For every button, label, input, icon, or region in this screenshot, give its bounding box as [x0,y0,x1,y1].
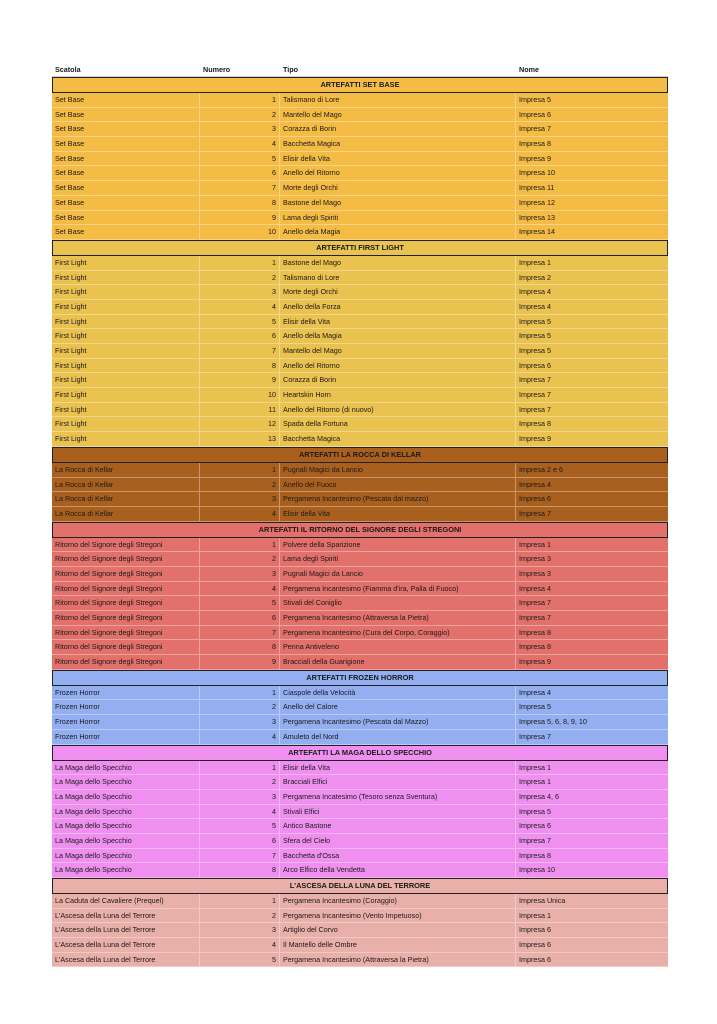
cell-type: Elisir della Vita [280,507,516,521]
cell-box: La Maga dello Specchio [52,790,200,804]
cell-name: Impresa 6 [519,109,551,119]
cell-number: 10 [200,225,280,239]
cell-box: First Light [52,359,200,373]
cell-name: Impresa 1 [519,910,551,920]
table-row [52,567,668,582]
table-row [52,166,668,181]
table-row [52,108,668,123]
cell-type: Elisir della Vita [280,152,516,166]
table-row [52,686,668,701]
cell-box: Set Base [52,122,200,136]
artifact-table [52,62,668,967]
cell-number: 2 [200,700,280,714]
table-row [52,271,668,286]
cell-name: Impresa 1 [519,777,551,787]
cell-name: Impresa 6 [519,954,551,964]
cell-box: La Maga dello Specchio [52,761,200,775]
cell-type: Bacchetta Magica [280,432,516,446]
cell-box: First Light [52,256,200,270]
cell-name: Impresa 13 [519,212,555,222]
cell-box: La Rocca di Kellar [52,478,200,492]
cell-box: First Light [52,300,200,314]
cell-number: 7 [200,181,280,195]
cell-box: La Maga dello Specchio [52,819,200,833]
cell-name: Impresa 6 [519,821,551,831]
cell-number: 9 [200,211,280,225]
cell-box: Ritorno del Signore degli Stregoni [52,552,200,566]
cell-type: Morte degli Orchi [280,285,516,299]
cell-number: 5 [200,953,280,967]
table-row [52,300,668,315]
cell-number: 9 [200,373,280,387]
cell-box: Ritorno del Signore degli Stregoni [52,626,200,640]
cell-type: Bastone del Mago [280,256,516,270]
cell-box: Ritorno del Signore degli Stregoni [52,655,200,669]
cell-name: Impresa 4 [519,583,551,593]
table-row [52,819,668,834]
section-title: ARTEFATTI LA ROCCA DI KELLAR [52,447,668,463]
cell-box: Ritorno del Signore degli Stregoni [52,567,200,581]
cell-box: First Light [52,403,200,417]
cell-name: Impresa 3 [519,554,551,564]
cell-number: 8 [200,863,280,877]
table-row [52,478,668,493]
cell-name: Impresa 6 [519,925,551,935]
cell-number: 2 [200,552,280,566]
table-row [52,344,668,359]
cell-name: Impresa 4, 6 [519,791,559,801]
table-row [52,359,668,374]
cell-name: Impresa 9 [519,657,551,667]
cell-number: 1 [200,686,280,700]
cell-number: 8 [200,640,280,654]
cell-name: Impresa 7 [519,390,551,400]
cell-box: First Light [52,271,200,285]
cell-box: First Light [52,285,200,299]
section-title: L'ASCESA DELLA LUNA DEL TERRORE [52,878,668,894]
cell-name: Impresa 11 [519,183,555,193]
cell-number: 3 [200,285,280,299]
cell-name: Impresa 2 [519,272,551,282]
cell-type: Bacchetta Magica [280,137,516,151]
cell-type: Mantello del Mago [280,344,516,358]
cell-box: Set Base [52,93,200,107]
cell-number: 5 [200,596,280,610]
cell-name: Impresa 9 [519,434,551,444]
cell-name: Impresa 5, 6, 8, 9, 10 [519,717,587,727]
table-row [52,181,668,196]
table-row [52,403,668,418]
table-row [52,122,668,137]
table-row [52,152,668,167]
cell-box: L'Ascesa della Luna del Terrore [52,909,200,923]
cell-name: Impresa 7 [519,598,551,608]
table-row [52,196,668,211]
cell-name: Impresa 1 [519,257,551,267]
cell-number: 5 [200,152,280,166]
cell-box: Frozen Horror [52,730,200,744]
cell-type: Artiglio del Corvo [280,923,516,937]
cell-box: Frozen Horror [52,715,200,729]
cell-name: Impresa 7 [519,375,551,385]
cell-number: 8 [200,359,280,373]
section-title: ARTEFATTI FROZEN HORROR [52,670,668,686]
cell-box: Ritorno del Signore degli Stregoni [52,640,200,654]
cell-type: Anello del Ritorno [280,166,516,180]
header-name: Nome [519,65,539,74]
cell-type: Corazza di Borin [280,373,516,387]
cell-number: 4 [200,507,280,521]
cell-name: Impresa 8 [519,850,551,860]
table-row [52,507,668,522]
cell-box: Set Base [52,181,200,195]
cell-box: L'Ascesa della Luna del Terrore [52,953,200,967]
table-row [52,463,668,478]
cell-box: First Light [52,315,200,329]
table-row [52,700,668,715]
cell-box: La Maga dello Specchio [52,775,200,789]
table-row [52,256,668,271]
cell-number: 1 [200,538,280,552]
cell-type: Pergamena Incantesimo (Fiamma d'ira, Palla di Fuoco) [280,582,516,596]
cell-type: Corazza di Borin [280,122,516,136]
cell-number: 7 [200,344,280,358]
table-row [52,432,668,447]
cell-number: 4 [200,938,280,952]
cell-box: La Maga dello Specchio [52,863,200,877]
cell-box: Ritorno del Signore degli Stregoni [52,582,200,596]
cell-type: Pergamena Incantesimo (Pescata dal Mazzo) [280,715,516,729]
cell-number: 6 [200,166,280,180]
table-row [52,492,668,507]
cell-type: Ciaspole della Velocità [280,686,516,700]
table-header [52,62,668,77]
cell-type: Bracciali Elfici [280,775,516,789]
cell-name: Impresa 8 [519,139,551,149]
cell-type: Stivali del Coniglio [280,596,516,610]
cell-box: L'Ascesa della Luna del Terrore [52,923,200,937]
table-row [52,790,668,805]
table-row [52,863,668,878]
cell-box: La Rocca di Kellar [52,507,200,521]
table-row [52,373,668,388]
cell-number: 12 [200,417,280,431]
cell-number: 1 [200,761,280,775]
table-row [52,655,668,670]
cell-box: Set Base [52,137,200,151]
cell-name: Impresa 6 [519,940,551,950]
table-row [52,894,668,909]
cell-box: Set Base [52,152,200,166]
cell-box: Ritorno del Signore degli Stregoni [52,611,200,625]
cell-type: Lama degli Spiriti [280,211,516,225]
cell-box: Set Base [52,196,200,210]
cell-name: Impresa 4 [519,479,551,489]
table-row [52,834,668,849]
table-row [52,611,668,626]
table-row [52,640,668,655]
cell-name: Impresa 1 [519,762,551,772]
cell-number: 2 [200,271,280,285]
table-row [52,953,668,968]
table-row [52,938,668,953]
cell-type: Anello della Forza [280,300,516,314]
cell-type: Pergamena Incantesimo (Vento Impetuoso) [280,909,516,923]
cell-box: La Caduta del Cavaliere (Prequel) [52,894,200,908]
section-title: ARTEFATTI SET BASE [52,77,668,93]
table-row [52,923,668,938]
cell-name: Impresa 5 [519,316,551,326]
table-row [52,596,668,611]
cell-type: Arco Elfico della Vendetta [280,863,516,877]
cell-name: Impresa 3 [519,568,551,578]
cell-number: 1 [200,463,280,477]
table-row [52,225,668,240]
cell-number: 4 [200,300,280,314]
cell-type: Anello del Calore [280,700,516,714]
cell-number: 1 [200,894,280,908]
cell-name: Impresa 5 [519,702,551,712]
table-row [52,730,668,745]
cell-box: La Maga dello Specchio [52,834,200,848]
cell-box: First Light [52,329,200,343]
table-row [52,329,668,344]
cell-box: Set Base [52,225,200,239]
cell-type: Bacchetta d'Ossa [280,849,516,863]
cell-box: La Maga dello Specchio [52,849,200,863]
cell-number: 1 [200,256,280,270]
cell-name: Impresa 10 [519,168,555,178]
cell-number: 5 [200,315,280,329]
cell-box: Ritorno del Signore degli Stregoni [52,596,200,610]
cell-type: Talismano di Lore [280,271,516,285]
cell-name: Impresa 14 [519,227,555,237]
cell-name: Impresa 4 [519,287,551,297]
cell-type: Polvere della Sparizione [280,538,516,552]
cell-type: Sfera del Cielo [280,834,516,848]
cell-name: Impresa 7 [519,613,551,622]
cell-number: 8 [200,196,280,210]
table-row [52,93,668,108]
table-body [52,77,668,967]
table-row [52,582,668,597]
table-row [52,909,668,924]
cell-type: Stivali Elfici [280,805,516,819]
cell-box: First Light [52,417,200,431]
cell-number: 3 [200,492,280,506]
cell-number: 4 [200,805,280,819]
cell-number: 6 [200,611,280,625]
cell-type: Bastone del Mago [280,196,516,210]
cell-box: Set Base [52,108,200,122]
table-row [52,552,668,567]
section-title: ARTEFATTI FIRST LIGHT [52,240,668,256]
cell-box: La Rocca di Kellar [52,463,200,477]
cell-type: Pugnali Magici da Lancio [280,463,516,477]
cell-number: 3 [200,715,280,729]
cell-name: Impresa 4 [519,301,551,311]
table-row [52,805,668,820]
cell-number: 2 [200,909,280,923]
table-row [52,137,668,152]
cell-name: Impresa 7 [519,508,551,518]
table-row [52,538,668,553]
cell-type: Pergamena Incantesimo (Attraversa la Pietra) [280,611,516,625]
cell-name: Impresa 9 [519,153,551,163]
cell-number: 1 [200,93,280,107]
cell-name: Impresa 5 [519,331,551,341]
cell-box: La Rocca di Kellar [52,492,200,506]
header-type: Tipo [283,65,299,74]
table-row [52,315,668,330]
cell-name: Impresa 10 [519,865,555,875]
cell-number: 2 [200,775,280,789]
table-row [52,715,668,730]
table-row [52,285,668,300]
cell-number: 10 [200,388,280,402]
cell-type: Elisir della Vita [280,315,516,329]
cell-type: Elisir della Vita [280,761,516,775]
cell-name: Impresa 7 [519,835,551,845]
cell-type: Talismano di Lore [280,93,516,107]
cell-number: 4 [200,582,280,596]
cell-number: 6 [200,834,280,848]
cell-type: Anello del Ritorno (di nuovo) [280,403,516,417]
cell-box: First Light [52,373,200,387]
cell-type: Anello dela Magia [280,225,516,239]
cell-type: Pergamena Incantesimo (Coraggio) [280,894,516,908]
cell-name: Impresa 7 [519,731,551,741]
table-row [52,849,668,864]
cell-type: Amuleto del Nord [280,730,516,744]
cell-box: Frozen Horror [52,700,200,714]
table-row [52,211,668,226]
cell-number: 13 [200,432,280,446]
cell-name: Impresa 8 [519,627,551,637]
cell-number: 3 [200,567,280,581]
cell-name: Impresa 2 e 6 [519,464,563,474]
table-row [52,761,668,776]
cell-box: L'Ascesa della Luna del Terrore [52,938,200,952]
cell-box: Ritorno del Signore degli Stregoni [52,538,200,552]
cell-type: Lama degli Spiriti [280,552,516,566]
cell-name: Impresa 8 [519,419,551,429]
cell-number: 7 [200,849,280,863]
cell-name: Impresa 6 [519,494,551,504]
table-row [52,626,668,641]
cell-box: Set Base [52,166,200,180]
header-number: Numero [203,65,231,74]
cell-number: 2 [200,478,280,492]
cell-type: Bracciali della Guarigione [280,655,516,669]
cell-number: 4 [200,730,280,744]
table-row [52,417,668,432]
cell-number: 7 [200,626,280,640]
table-row [52,388,668,403]
cell-name: Impresa 1 [519,539,551,549]
cell-number: 2 [200,108,280,122]
cell-type: Morte degli Orchi [280,181,516,195]
cell-name: Impresa 12 [519,197,555,207]
cell-name: Impresa 7 [519,124,551,134]
cell-box: Set Base [52,211,200,225]
cell-name: Impresa 4 [519,687,551,697]
cell-number: 4 [200,137,280,151]
cell-number: 5 [200,819,280,833]
cell-box: Frozen Horror [52,686,200,700]
cell-type: Pergamena Incantesimo (Cura del Corpo, Coraggio) [280,626,516,640]
cell-number: 9 [200,655,280,669]
section-title: ARTEFATTI LA MAGA DELLO SPECCHIO [52,745,668,761]
cell-number: 3 [200,923,280,937]
cell-box: First Light [52,388,200,402]
cell-type: Heartskin Horn [280,388,516,402]
cell-number: 3 [200,122,280,136]
cell-name: Impresa 5 [519,806,551,816]
cell-name: Impresa 8 [519,642,551,652]
cell-type: Antico Bastone [280,819,516,833]
cell-box: La Maga dello Specchio [52,805,200,819]
cell-type: Pugnali Magici da Lancio [280,567,516,581]
cell-number: 11 [200,403,280,417]
cell-type: Anello del Fuoco [280,478,516,492]
cell-name: Impresa 5 [519,346,551,355]
cell-name: Impresa Unica [519,896,566,905]
cell-type: Penna Antiveleno [280,640,516,654]
cell-type: Anello della Magia [280,329,516,343]
cell-name: Impresa 7 [519,404,551,414]
cell-type: Mantello del Mago [280,108,516,122]
cell-type: Il Mantello delle Ombre [280,938,516,952]
cell-type: Pergamena Incatesimo (Tesoro senza Sventura) [280,790,516,804]
cell-type: Pergamena Incantesimo (Pescata dal mazzo) [280,492,516,506]
section-title: ARTEFATTI IL RITORNO DEL SIGNORE DEGLI STREGONI [52,522,668,538]
cell-type: Anello del Ritorno [280,359,516,373]
cell-name: Impresa 6 [519,360,551,370]
table-row [52,775,668,790]
cell-type: Spada della Fortuna [280,417,516,431]
cell-number: 3 [200,790,280,804]
cell-box: First Light [52,344,200,358]
cell-type: Pergamena Incantesimo (Attraversa la Pietra) [280,953,516,967]
cell-box: First Light [52,432,200,446]
cell-name: Impresa 5 [519,95,551,104]
header-box: Scatola [55,65,81,74]
cell-number: 6 [200,329,280,343]
